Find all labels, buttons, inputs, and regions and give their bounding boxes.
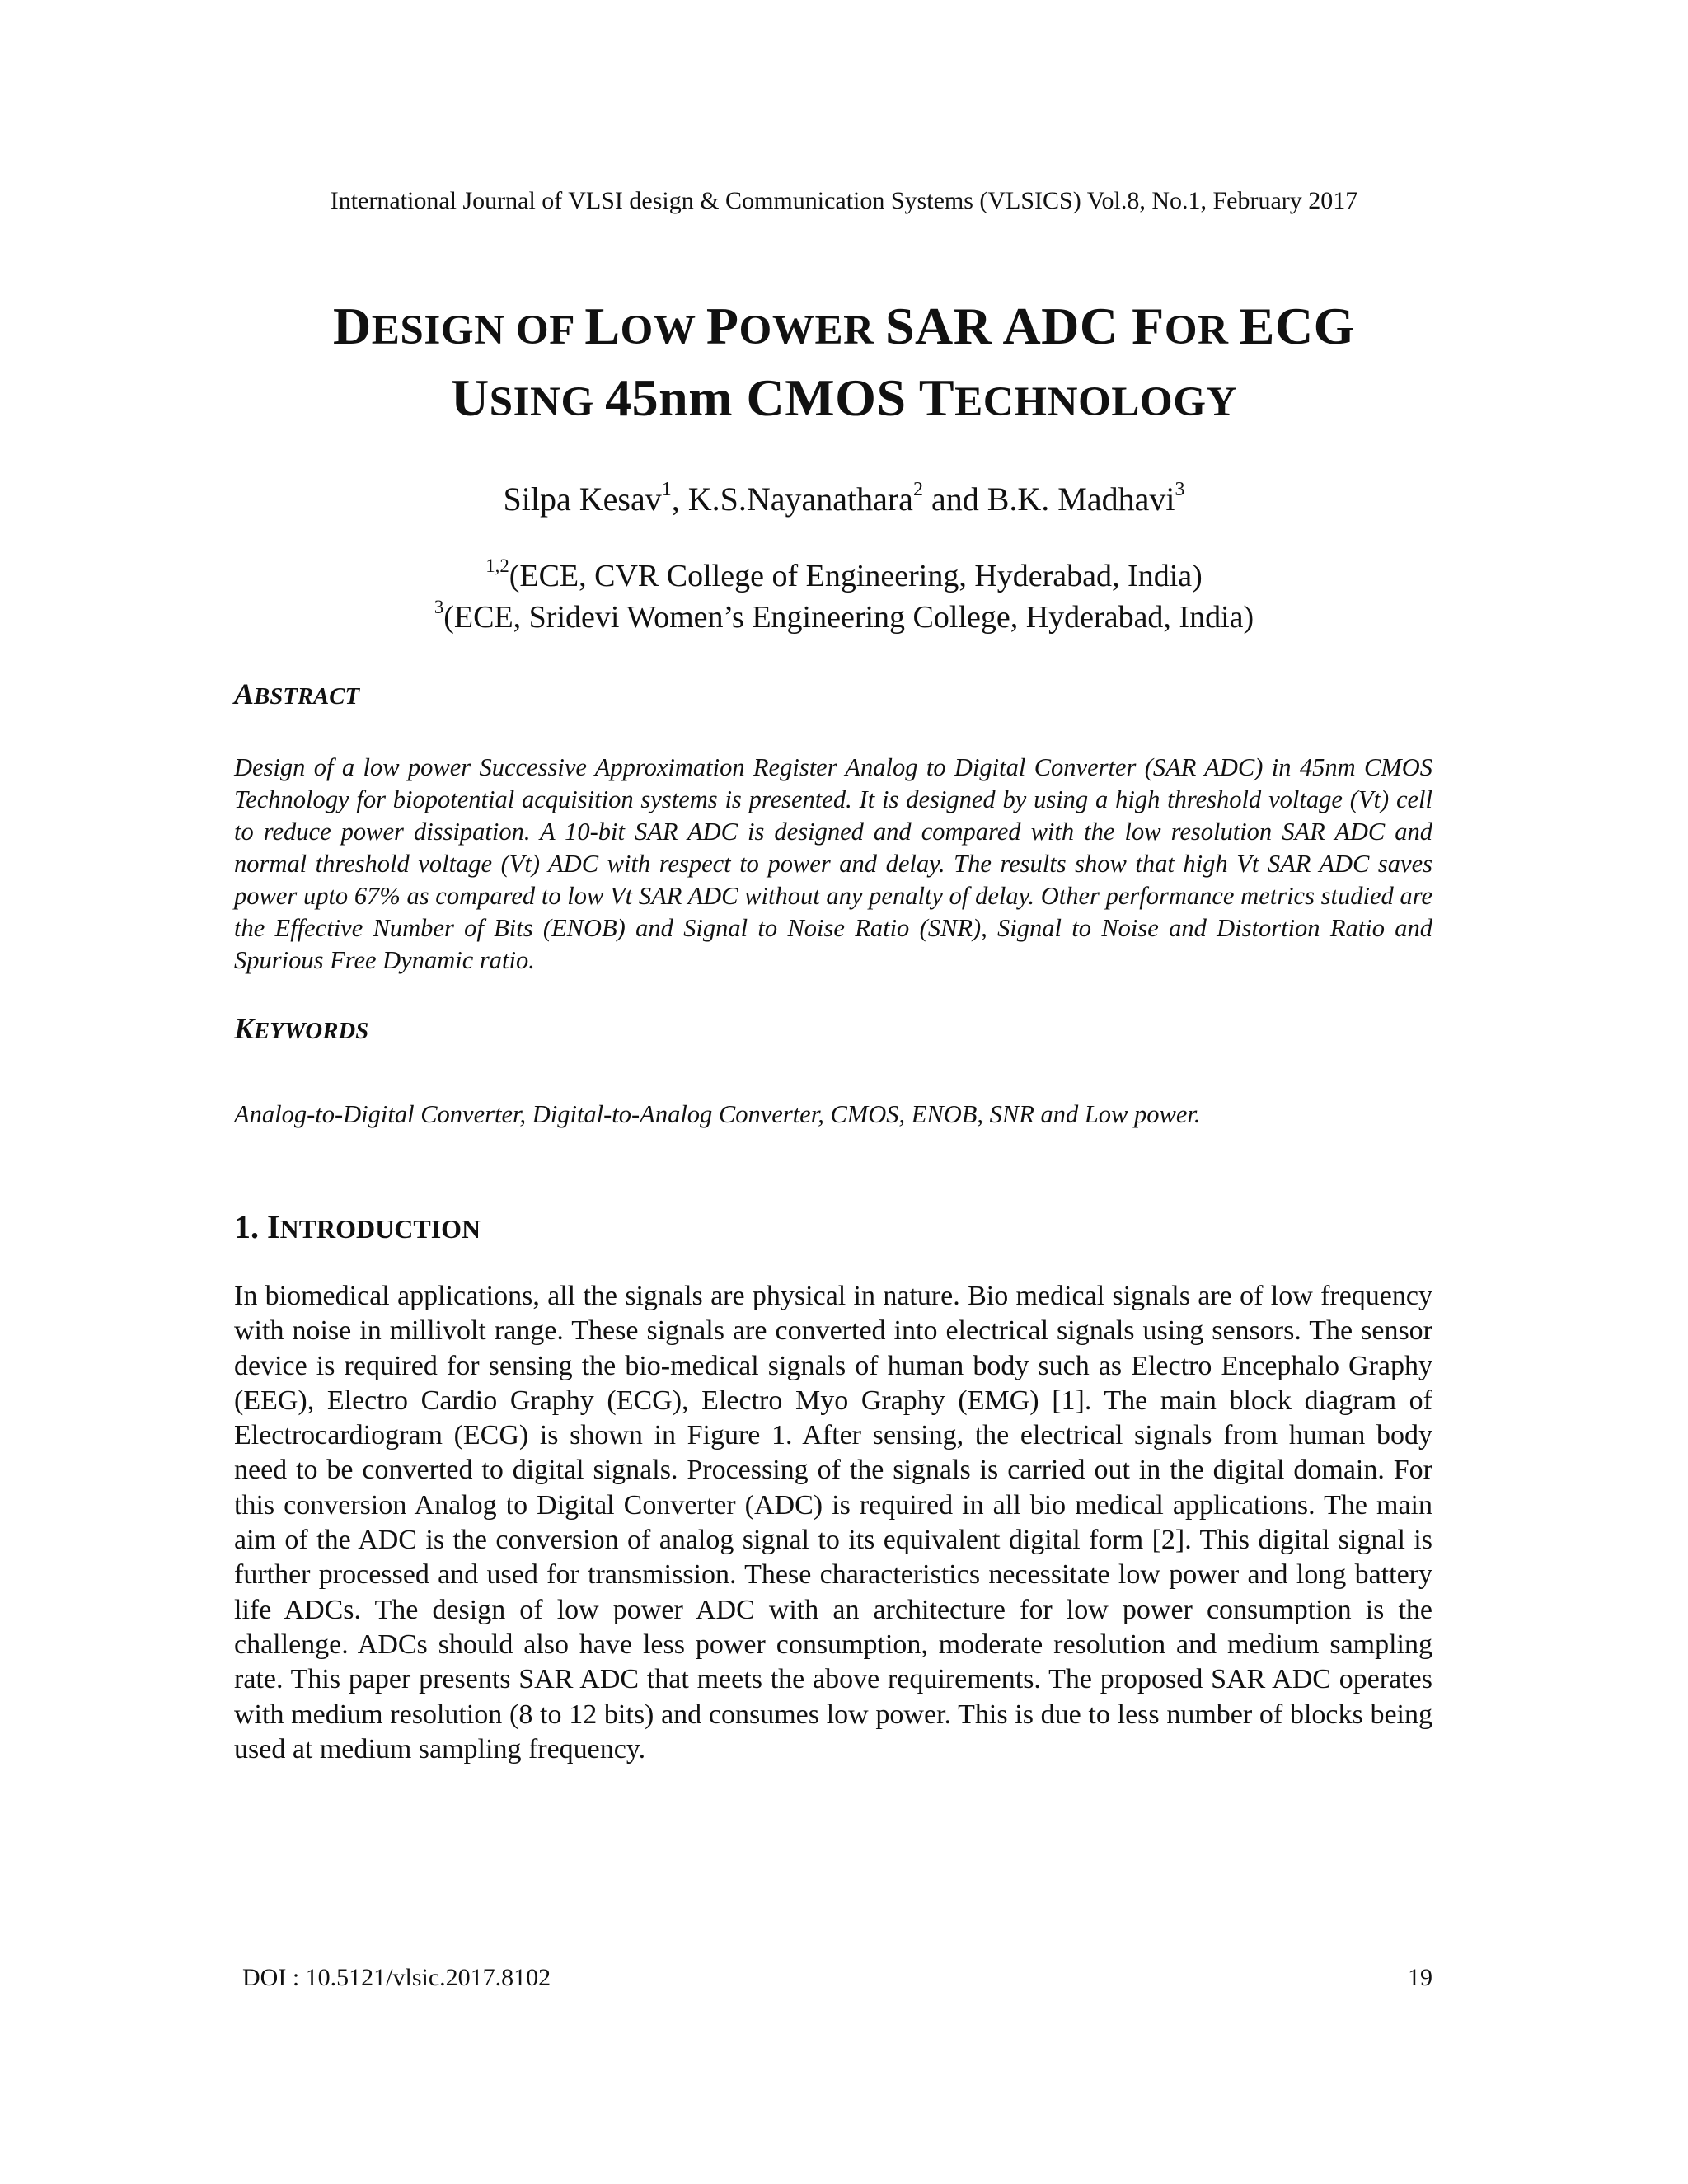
author-3-sup: 3 — [1175, 479, 1185, 500]
author-2: K.S.Nayanathara — [687, 480, 913, 518]
affiliation-1: $^{1,2}$(ECE, CVR College of Engineering, Hyderabad, India) — [485, 555, 1203, 593]
author-1: Silpa Kesav — [503, 480, 662, 518]
paper-title — [0, 293, 1688, 436]
journal-header: International Journal of VLSI design & Communication Systems (VLSICS) Vol.8, No.1, February 2017 — [330, 187, 1358, 214]
doi: DOI : 10.5121/vlsic.2017.8102 — [242, 1964, 551, 1991]
affiliation-2: $^3$(ECE, Sridevi Women’s Engineering College, Hyderabad, India) — [434, 596, 1254, 635]
introduction-heading: 1. INTRODUCTION — [234, 1208, 481, 1245]
author-2-sup: 2 — [912, 479, 923, 500]
author-list: Silpa Kesav$^1$, K.S.Nayanathara$^2$ and B.K. Madhavi$^3$ — [503, 479, 1185, 518]
abstract-heading: ABSTRACT — [234, 677, 360, 710]
author-1-sup: 1 — [661, 479, 672, 500]
title-line-2: USING 45nm CMOS TECHNOLOGY — [450, 368, 1238, 427]
author-3: B.K. Madhavi — [987, 480, 1175, 518]
keywords-heading: KEYWORDS — [234, 1012, 369, 1045]
affiliations — [0, 555, 1688, 638]
keywords-text: Analog-to-Digital Converter, Digital-to-Analog Converter, CMOS, ENOB, SNR and Low power. — [234, 1100, 1201, 1128]
introduction-text: In biomedical applications, all the signals are physical in nature. Bio medical signals are of low frequency with noise in millivolt range. These signals are converted into electrical signals using sensors. The sensor device is required for sensing the bio-medical signals of human body such as Electro Encephalo Graphy (EEG), Electro Cardio Graphy (ECG), Electro Myo Graphy (EMG) [1]. The main block diagram of Electrocardiogram (ECG) is shown in Figure 1. After sensing, the electrical signals from human body need to be converted to digital signals. Processing of the signals is carried out in the digital domain. For this conversion Analog to Digital Converter (ADC) is required in all bio medical applications. The main aim of the ADC is the conversion of analog signal to its equivalent digital form [2]. This digital signal is further processed and used for transmission. These characteristics necessitate low power and long battery life ADCs. The design of low power ADC with an architecture for low power consumption is the challenge. ADCs should also have less power consumption, moderate resolution and medium sampling rate. This paper presents SAR ADC that meets the above requirements. The proposed SAR ADC operates with medium resolution (8 to 12 bits) and consumes low power. This is due to less number of blocks being used at medium sampling frequency. — [234, 1281, 1432, 1765]
title-line-1: DESIGN OF LOW POWER SAR ADC FOR ECG — [333, 297, 1355, 355]
page-number: 19 — [1408, 1964, 1432, 1991]
abstract-text: Design of a low power Successive Approximation Register Analog to Digital Converter (SAR ADC) in 45nm CMOS Technology for biopotential acquisition systems is presented. It is designed by using a high threshold voltage (Vt) cell to reduce power dissipation. A 10-bit SAR ADC is designed and compared with the low resolution SAR ADC and normal threshold voltage (Vt) ADC with respect to power and delay. The results show that high Vt SAR ADC saves power upto 67% as compared to low Vt SAR ADC without any penalty of delay. Other performance metrics studied are the Effective Number of Bits (ENOB) and Signal to Noise Ratio (SNR), Signal to Noise and Distortion Ratio and Spurious Free Dynamic ratio. — [234, 753, 1432, 974]
